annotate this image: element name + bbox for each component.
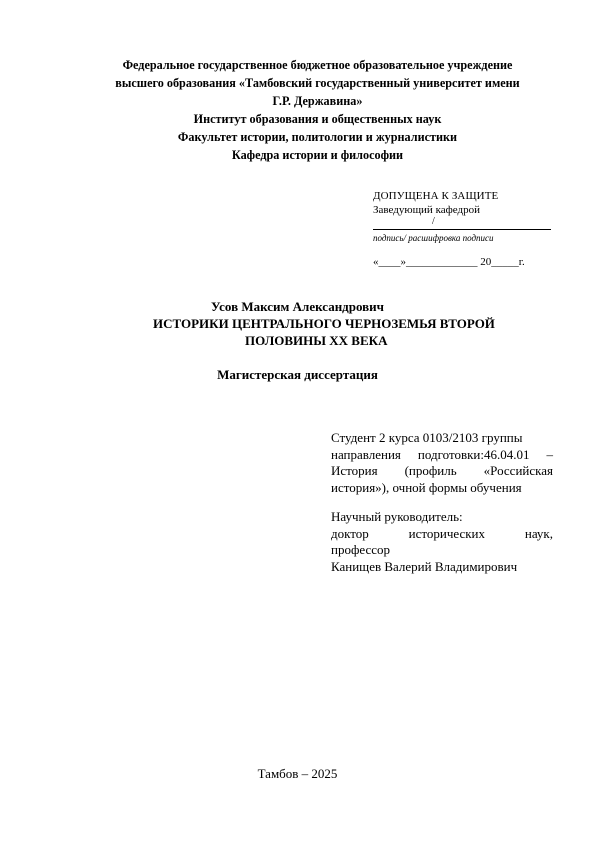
thesis-title-line-2: ПОЛОВИНЫ XX ВЕКА	[245, 333, 388, 348]
header-line-ministry: Федеральное государственное бюджетное образовательное учреждение	[122, 58, 513, 72]
student-line-1: Студент 2 курса 0103/2103 группы	[331, 430, 523, 445]
header-line-department: Кафедра истории и философии	[231, 148, 404, 162]
approval-date: «____»_____________ 20_____г.	[373, 256, 525, 268]
supervisor-title: профессор	[331, 542, 391, 557]
student-line-3: История (профиль «Российская	[331, 463, 553, 478]
signature-caption: подпись/ расшифровка подписи	[373, 233, 494, 243]
header-line-university-name: Г.Р. Державина»	[272, 94, 363, 108]
header-line-faculty: Факультет истории, политологии и журналистики	[177, 130, 458, 144]
supervisor-info	[331, 509, 553, 575]
header-line-institute: Институт образования и общественных наук	[193, 112, 442, 126]
supervisor-label: Научный руководитель:	[331, 509, 463, 524]
student-line-4: история»), очной формы обучения	[331, 479, 522, 495]
signature-line	[373, 217, 551, 230]
document-type: Магистерская диссертация	[217, 367, 378, 382]
supervisor-name: Канищев Валерий Владимирович	[331, 558, 518, 574]
approval-title: ДОПУЩЕНА К ЗАЩИТЕ	[373, 190, 499, 202]
author-name: Усов Максим Александрович	[210, 299, 385, 314]
approval-block	[373, 189, 553, 269]
approval-role: Заведующий кафедрой	[373, 204, 480, 216]
institution-header	[80, 56, 555, 164]
supervisor-degree: доктор исторических наук,	[331, 525, 553, 541]
thesis-title-line-1: ИСТОРИКИ ЦЕНТРАЛЬНОГО ЧЕРНОЗЕМЬЯ ВТОРОЙ	[153, 316, 495, 331]
header-line-university: высшего образования «Тамбовский государственный университет имени	[115, 76, 520, 90]
student-line-2: направления подготовки:46.04.01 –	[331, 446, 553, 462]
signature-slash: /	[432, 216, 435, 227]
student-info	[331, 430, 553, 496]
city-year: Тамбов – 2025	[257, 766, 338, 781]
